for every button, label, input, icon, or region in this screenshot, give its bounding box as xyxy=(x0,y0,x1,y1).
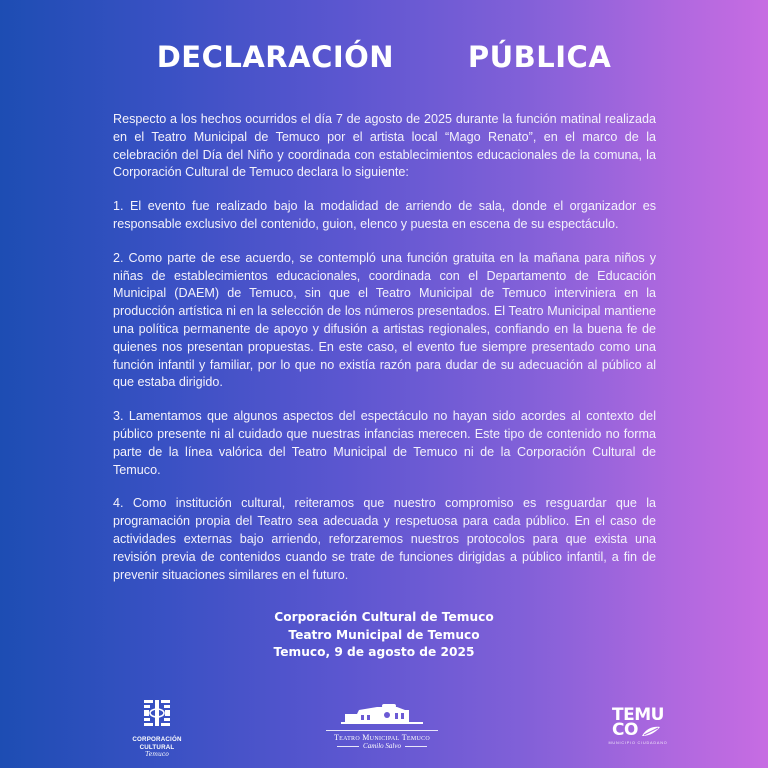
theatre-building-icon xyxy=(337,702,427,724)
corporacion-emblem-icon xyxy=(142,698,172,728)
signature-block xyxy=(0,609,768,662)
corporacion-logo-line3: Temuco xyxy=(145,751,169,758)
point-3-paragraph: 3. Lamentamos que algunos aspectos del espectáculo no hayan sido acordes al contexto del público presente ni al cuidado que nuestras infancias merecen. Este tipo de contenido no forma parte de la línea valórica del Teatro Municipal de Temuco ni de la Corporación Cultural de Temuco. xyxy=(113,409,656,477)
municipalidad-temuco-logo xyxy=(604,705,672,745)
temuco-logo-line2: CO xyxy=(612,720,638,740)
corporacion-logo-line2: CULTURAL xyxy=(139,743,175,751)
temuco-logo-line2-wrap xyxy=(604,720,672,740)
page-title: DECLARACIÓN PÚBLICA xyxy=(156,40,612,74)
corporacion-cultural-logo xyxy=(124,698,190,759)
leaf-icon xyxy=(640,724,662,738)
signature-date: Temuco, 9 de agosto de 2025 xyxy=(273,645,475,659)
declaration-body xyxy=(113,111,656,600)
signature-theatre: Teatro Municipal de Temuco xyxy=(288,627,480,642)
point-2-paragraph: 2. Como parte de ese acuerdo, se contempló una función gratuita en la mañana para niños y niñas de establecimientos educacionales, coordinada con el Departamento de Educación Municipal (DAEM) de Temuco, sin que el Teatro Municipal de Temuco interviniera en la producción artística ni en la selección de los números presentados. El Teatro Municipal mantiene una política permanente de apoyo y difusión a artistas regionales, confiando en la buena fe de quienes nos presentan propuestas. En este caso, el evento fue siempre presentado como una función infantil y familiar, por lo que no existía razón para dudar de su adecuación al público al que estaba dirigido. xyxy=(113,250,656,390)
temuco-logo-line1: TEMU xyxy=(612,705,664,725)
point-4-paragraph: 4. Como institución cultural, reiteramos que nuestro compromiso es resguardar que la programación propia del Teatro sea adecuada y respetuosa para cada público. En el caso de actividades externas bajo arriendo, reforzaremos nuestros protocolos para que exista una revisión previa de contenidos cuando se trate de funciones dirigidas a público infantil, a fin de prevenir situaciones similares en el futuro. xyxy=(113,496,656,582)
signature-org: Corporación Cultural de Temuco xyxy=(274,610,494,624)
teatro-logo-subtitle: Camilo Salvo xyxy=(326,742,438,750)
teatro-logo-name: Teatro Municipal Temuco xyxy=(326,730,438,742)
temuco-logo-tagline: MUNICIPIO CIUDADANO xyxy=(608,741,668,745)
corporacion-logo-line1: CORPORACIÓN xyxy=(132,736,182,743)
teatro-municipal-logo xyxy=(326,702,438,750)
point-1-paragraph: 1. El evento fue realizado bajo la modalidad de arriendo de sala, donde el organizador es responsable exclusivo del contenido, guion, elenco y puesta en escena de su espectáculo. xyxy=(113,199,656,231)
intro-paragraph: Respecto a los hechos ocurridos el día 7 de agosto de 2025 durante la función matinal realizada en el Teatro Municipal de Temuco por el artista local “Mago Renato”, en el marco de la celebración del Día del Niño y coordinada con establecimientos educacionales de la comuna, la Corporación Cultural de Temuco declara lo siguiente: xyxy=(113,112,656,180)
